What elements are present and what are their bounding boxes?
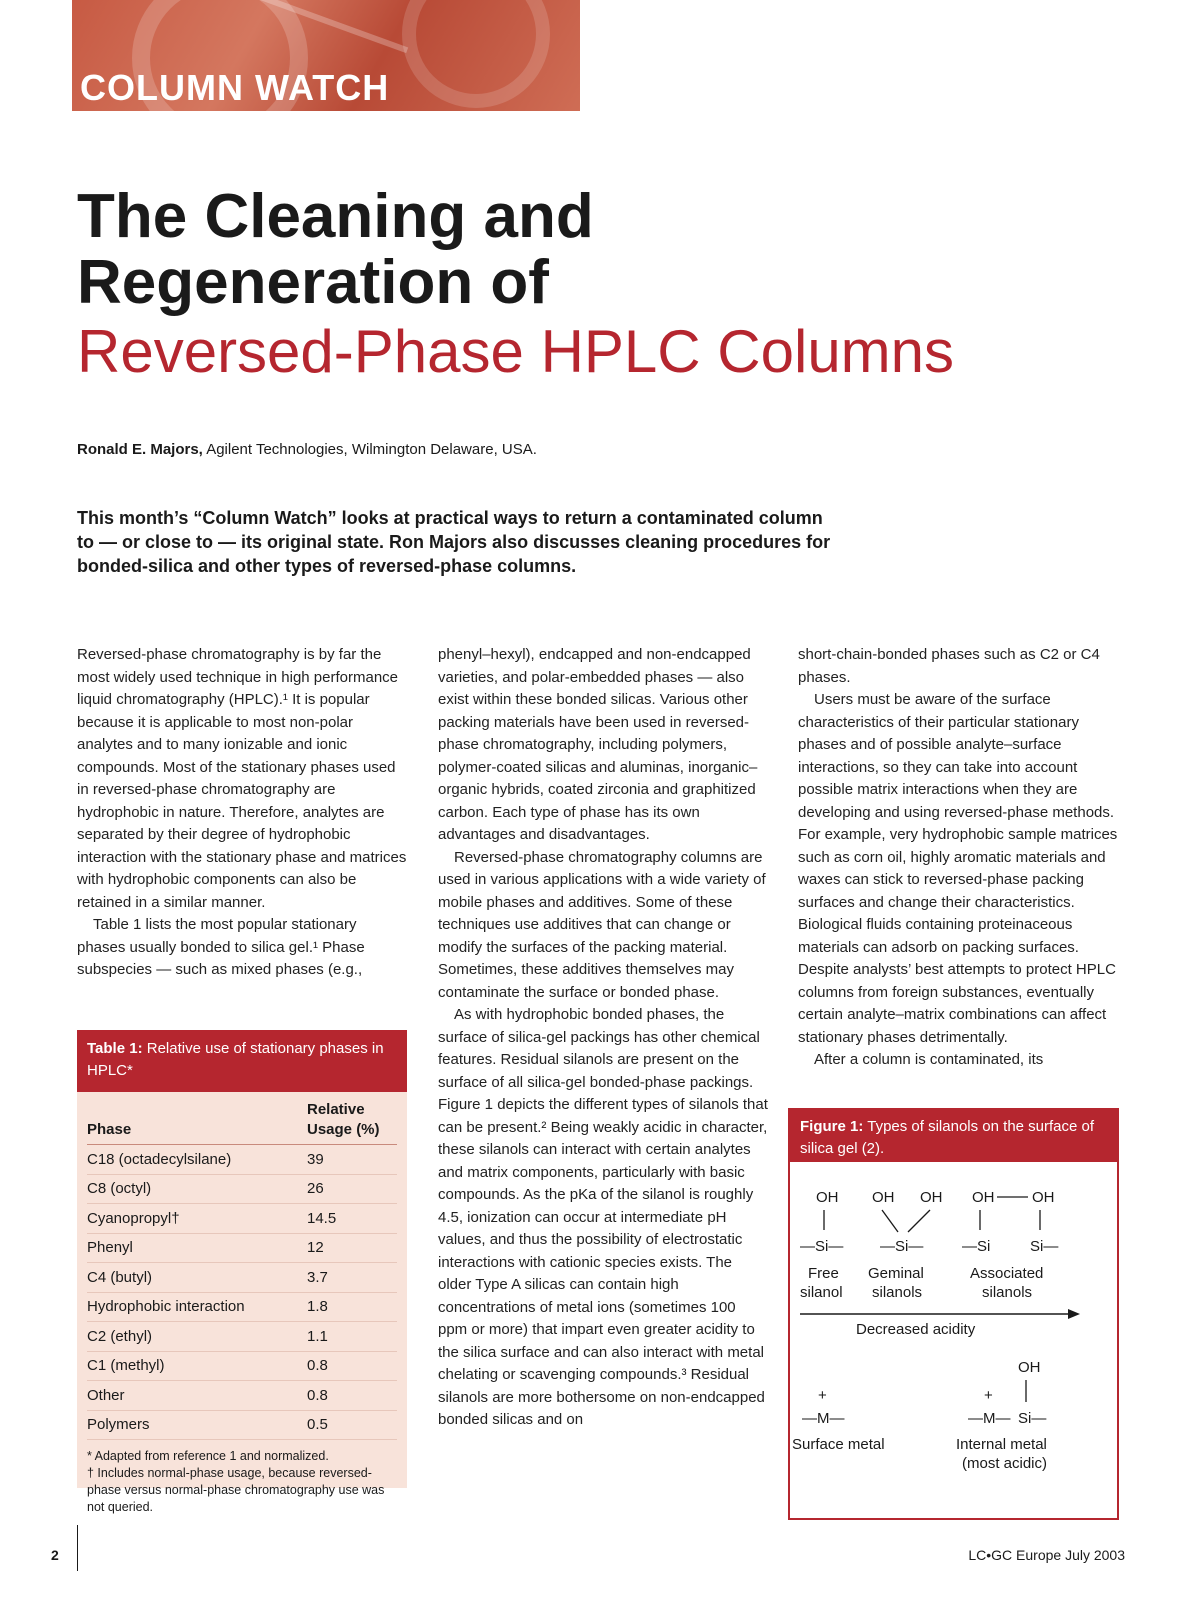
section-title: COLUMN WATCH bbox=[80, 67, 390, 108]
usage-cell: 0.8 bbox=[307, 1386, 328, 1404]
usage-cell: 0.8 bbox=[307, 1357, 328, 1375]
usage-cell: 1.1 bbox=[307, 1327, 328, 1345]
footer-divider bbox=[77, 1525, 78, 1571]
assoc-oh-right-label: OH bbox=[1032, 1189, 1055, 1206]
column-header-phase: Phase bbox=[87, 1121, 132, 1138]
table-notes bbox=[77, 1440, 407, 1516]
author-name: Ronald E. Majors, bbox=[77, 441, 203, 458]
phase-cell: Cyanopropyl† bbox=[87, 1209, 180, 1227]
free-label-line1: Free bbox=[808, 1265, 839, 1282]
table-row bbox=[87, 1145, 397, 1175]
usage-cell: 14.5 bbox=[307, 1209, 337, 1227]
phase-cell: C2 (ethyl) bbox=[87, 1327, 153, 1345]
usage-cell: 3.7 bbox=[307, 1268, 328, 1286]
usage-cell: 39 bbox=[307, 1150, 324, 1168]
paragraph: Users must be aware of the surface characteristics of their particular stationary phases and of possible analyte–surface interactions, so they can take into account possible matrix interactions when they are developing and using reversed-phase methods. For example, very hydrophobic sample matrices such as corn oil, highly aromatic materials and waxes can stick to reversed-phase packing surfaces and change their characteristics. Biological fluids containing proteinaceous materials can adsorb on packing surfaces. Despite analysts’ best attempts to protect HPLC columns from foreign substances, eventually certain analyte–matrix combinations can affect stationary phases detrimentally. bbox=[798, 691, 1118, 1046]
arrow-label: Decreased acidity bbox=[856, 1321, 976, 1338]
author-affiliation: Agilent Technologies, Wilmington Delaware, USA. bbox=[202, 441, 537, 458]
internal-oh-label: OH bbox=[1018, 1359, 1041, 1376]
body-column-3 bbox=[798, 644, 1128, 1072]
internal-label-line2: (most acidic) bbox=[962, 1455, 1048, 1472]
body-column-2 bbox=[438, 644, 768, 1432]
geminal-oh-right-label: OH bbox=[920, 1189, 943, 1206]
table-caption bbox=[77, 1030, 407, 1092]
usage-header-line-1: Relative bbox=[307, 1101, 365, 1118]
usage-cell: 0.5 bbox=[307, 1416, 328, 1434]
paragraph: short-chain-bonded phases such as C2 or C4 phases. bbox=[798, 646, 1100, 686]
title-line-2: Regeneration of bbox=[77, 248, 549, 317]
silanol-diagram bbox=[790, 1160, 1117, 1516]
surface-plus-label: + bbox=[818, 1387, 827, 1404]
table-label: Table 1: bbox=[87, 1040, 143, 1057]
usage-cell: 26 bbox=[307, 1180, 324, 1198]
phase-cell: C4 (butyl) bbox=[87, 1268, 153, 1286]
table-header-row bbox=[87, 1096, 397, 1145]
phase-cell: Polymers bbox=[87, 1416, 150, 1434]
table-rows bbox=[87, 1145, 397, 1440]
geminal-oh-left-label: OH bbox=[872, 1189, 895, 1206]
free-label-line2: silanol bbox=[800, 1284, 843, 1301]
figure-caption bbox=[790, 1110, 1117, 1162]
author-line bbox=[77, 441, 537, 458]
table-row bbox=[87, 1234, 397, 1264]
table-row bbox=[87, 1204, 397, 1234]
title-line-1: The Cleaning and bbox=[77, 182, 594, 251]
phase-cell: Other bbox=[87, 1386, 125, 1404]
internal-label-line1: Internal metal bbox=[956, 1436, 1047, 1453]
internal-plus-label: + bbox=[984, 1387, 993, 1404]
body-column-1 bbox=[77, 644, 407, 982]
article-title bbox=[77, 184, 954, 388]
table-note: * Adapted from reference 1 and normalized. bbox=[87, 1449, 329, 1463]
free-oh-label: OH bbox=[816, 1189, 839, 1206]
usage-cell: 12 bbox=[307, 1239, 324, 1257]
column-header-usage bbox=[307, 1100, 380, 1140]
table-1 bbox=[77, 1030, 407, 1514]
figure-label: Figure 1: bbox=[800, 1118, 864, 1135]
table-row bbox=[87, 1293, 397, 1323]
table-row bbox=[87, 1352, 397, 1382]
page-number: 2 bbox=[51, 1547, 59, 1563]
usage-cell: 1.8 bbox=[307, 1298, 328, 1316]
geminal-label-line2: silanols bbox=[872, 1284, 923, 1301]
geminal-label-line1: Geminal bbox=[868, 1265, 924, 1282]
bond-line bbox=[882, 1210, 898, 1232]
phase-cell: Hydrophobic interaction bbox=[87, 1298, 245, 1316]
assoc-label-line1: Associated bbox=[970, 1265, 1044, 1282]
table-row bbox=[87, 1322, 397, 1352]
internal-m-label: —M— bbox=[968, 1410, 1011, 1427]
column-watch-banner bbox=[72, 0, 580, 111]
table-body bbox=[77, 1092, 407, 1440]
abstract: This month’s “Column Watch” looks at practical ways to return a contaminated column to — or close to — its original state. Ron Majors also discusses cleaning procedures for bonded-silica and other types of reversed-phase columns. bbox=[77, 508, 831, 576]
geminal-si-label: —Si— bbox=[880, 1238, 924, 1255]
arrow-head-icon bbox=[1068, 1309, 1080, 1319]
assoc-si-right-label: Si— bbox=[1030, 1238, 1059, 1255]
table-row bbox=[87, 1411, 397, 1441]
figure-1 bbox=[788, 1108, 1119, 1520]
title-line-3: Reversed-Phase HPLC Columns bbox=[77, 318, 955, 385]
assoc-oh-left-label: OH bbox=[972, 1189, 995, 1206]
assoc-label-line2: silanols bbox=[982, 1284, 1033, 1301]
usage-header-line-2: Usage (%) bbox=[307, 1121, 380, 1138]
table-row bbox=[87, 1175, 397, 1205]
free-si-label: —Si— bbox=[800, 1238, 844, 1255]
paragraph: After a column is contaminated, its bbox=[814, 1051, 1044, 1068]
journal-footer: LC•GC Europe July 2003 bbox=[968, 1547, 1125, 1563]
table-row bbox=[87, 1263, 397, 1293]
phase-cell: Phenyl bbox=[87, 1239, 133, 1257]
paragraph: As with hydrophobic bonded phases, the surface of silica-gel packings has other chemical features. Residual silanols are present on the surface of all silica-gel bonded-phase packings. Figure 1 depicts the different types of silanols that can be present.² Being weakly acidic in character, these silanols can interact with certain analytes and matrix components, particularly with basic compounds. As the pKa of the silanol is roughly 4.5, ionization can occur at intermediate pH values, and thus the possibility of electrostatic interactions with cationic species exists. The older Type A silicas can contain high concentrations of metal ions (sometimes 100 ppm or more) that impart even greater acidity to the silica surface and can also interact with metal chelating or scavenging compounds.³ Residual silanols are more bothersome on non-endcapped bonded silicas and on bbox=[438, 1006, 768, 1428]
surface-metal-label: Surface metal bbox=[792, 1436, 885, 1453]
paragraph: Table 1 lists the most popular stationary phases usually bonded to silica gel.¹ Phase subspecies — such as mixed phases (e.g., bbox=[77, 916, 365, 978]
paragraph: phenyl–hexyl), endcapped and non-endcapped varieties, and polar-embedded phases — also exist within these bonded silicas. Various other packing materials have been used in reversed-phase chromatography, including polymers, polymer-coated silicas and aluminas, inorganic–organic hybrids, coated zirconia and graphitized carbon. Each type of phase has its own advantages and disadvantages. bbox=[438, 646, 758, 843]
table-row bbox=[87, 1381, 397, 1411]
banner-decoration bbox=[402, 0, 550, 108]
surface-m-label: —M— bbox=[802, 1410, 845, 1427]
internal-si-label: Si— bbox=[1018, 1410, 1047, 1427]
paragraph: Reversed-phase chromatography is by far the most widely used technique in high performance liquid chromatography (HPLC).¹ It is popular because it is applicable to most non-polar analytes and to many ionizable and ionic compounds. Most of the stationary phases used in reversed-phase chromatography are hydrophobic in nature. Therefore, analytes are separated by their degree of hydrophobic interaction with the stationary phase and matrices with hydrophobic components can also be retained in a similar manner. bbox=[77, 646, 407, 911]
table-note: † Includes normal-phase usage, because reversed-phase versus normal-phase chromatography use was not queried. bbox=[87, 1466, 385, 1514]
bond-line bbox=[908, 1210, 930, 1232]
phase-cell: C1 (methyl) bbox=[87, 1357, 165, 1375]
figure-caption-text: Types of silanols on the surface of silica gel (2). bbox=[800, 1118, 1095, 1157]
phase-cell: C8 (octyl) bbox=[87, 1180, 152, 1198]
paragraph: Reversed-phase chromatography columns are used in various applications with a wide variety of mobile phases and additives. Some of these techniques use additives that can change or modify the surfaces of the packing material. Sometimes, these additives themselves may contaminate the surface or bonded phase. bbox=[438, 848, 766, 1001]
phase-cell: C18 (octadecylsilane) bbox=[87, 1150, 232, 1168]
table-caption-text: Relative use of stationary phases in HPLC* bbox=[87, 1040, 384, 1079]
assoc-si-left-label: —Si bbox=[962, 1238, 991, 1255]
